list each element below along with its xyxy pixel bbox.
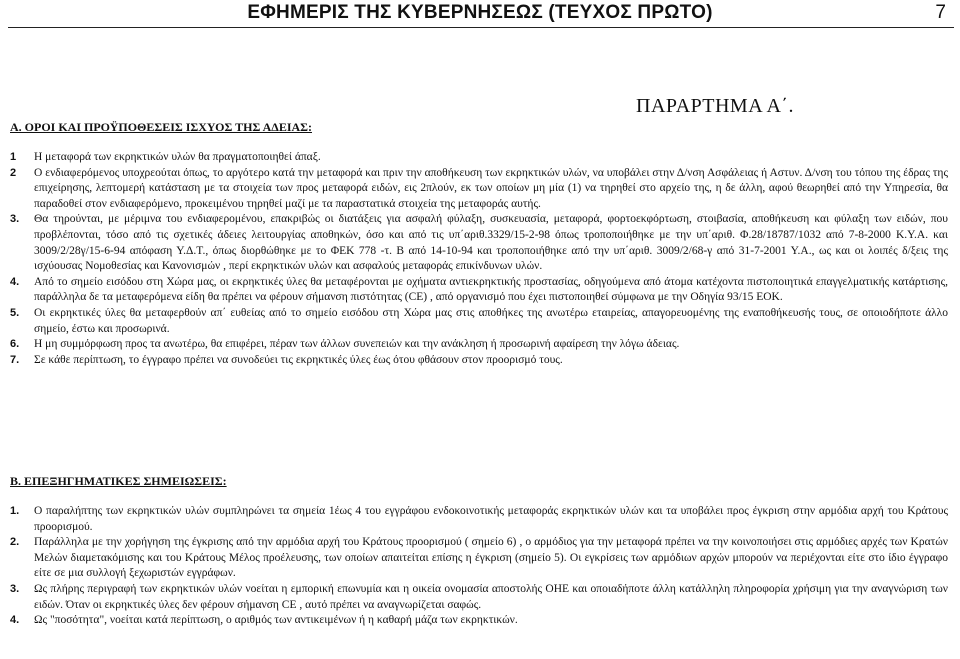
item-number: 7. [10,353,20,366]
section-a-list [10,150,948,368]
item-number: 1 [10,151,17,163]
item-number: 2. [10,536,20,549]
item-text: Θα τηρούνται, με μέριμνα του ενδιαφερομένου, επακριβώς οι διατάξεις για ασφαλή φύλαξη, συσκευασία, μεταφορά, φορτοεκφόρτωση, στοιβασία, αποθήκευση και φύλαξη των ειδών, που προβλέπονται, τόσο από τις σχετικές άδειες λειτουργίας αποθηκών, όσο και από τις υπ΄αριθ.3329/15-2-98 όπως τροποποιήθηκε με την υπ΄αριθ. Φ.28/18787/1032 από 7-8-2000 Κ.Υ.Α. και 3009/2/28γ/15-6-94 απόφαση Υ.Δ.Τ., όπως διορθώθηκε με το ΦΕΚ 778 -τ. Β από 14-10-94 και τροποποιήθηκε από την υπ΄αριθ. 3009/2/68-γ από 31-7-2001 Υ.Α., ως και οι λοιπές δ/ξεις της ισχύουσας Νομοθεσίας και Κανονισμών , περί εκρηκτικών υλών και ασφαλούς μεταφοράς επικίνδυνων υλών. [34,213,948,273]
item-text: Οι εκρηκτικές ύλες θα μεταφερθούν απ΄ ευθείας από το σημείο εισόδου στη Χώρα μας στις αποθήκες της ανωτέρω εταιρείας, απαγορευομένης της εναποθήκευσής τους, σε οποιοδήποτε άλλο σημείο, έστω και προσωρινά. [34,306,948,335]
item-text: Από το σημείο εισόδου στη Χώρα μας, οι εκρηκτικές ύλες θα μεταφέρονται με οχήματα αντιεκρηκτικής προστασίας, οδηγούμενα από άτομα κατέχοντα πιστοποιητικά επαγγελματικής κατάρτισης, παράλληλα δε τα μεταφερόμενα είδη θα πρέπει να φέρουν σήμανση πιστότητας (CE) , από οργανισμό που έχει πιστοποιηθεί σύμφωνα με την Οδηγία 93/15 ΕΟΚ. [34,275,948,304]
item-text: Ως πλήρης περιγραφή των εκρηκτικών υλών νοείται η εμπορική επωνυμία και η οικεία ονομασία αποστολής ΟΗΕ και οποιαδήποτε άλλη κατάλληλη πληροφορία χρήσιμη για την αναγνώριση των ειδών. Όταν οι εκρηκτικές ύλες δεν φέρουν σήμανση CE , αυτό πρέπει να αναγνωρίζεται σαφώς. [34,582,948,611]
item-number: 5. [10,306,20,319]
section-b-list [10,504,948,629]
list-item [10,166,948,213]
item-text: Ο ενδιαφερόμενος υποχρεούται όπως, το αργότερο κατά την μεταφορά και πριν την αποθήκευση των εκρηκτικών υλών, να υποβάλει στην Δ/νση Ασφάλειας ή Αστυν. Δ/νση του τόπου της έδρας της επιχείρησης, λεπτομερή κατάσταση με τα στοιχεία των προς μεταφορά ειδών, εις 2πλούν, εκ των οποίων μη μία (1) να τηρηθεί στο αρχείο της, η δε άλλη, αφού θεωρηθεί από την Υπηρεσία, θα παραδοθεί στον ενδιαφερόμενο, προκειμένου τηρηθεί μαζί με τα παραστατικά στοιχεία της μεταφοράς αυτής. [34,166,948,210]
item-number: 3. [10,213,20,226]
list-item [10,582,948,613]
header-divider [8,27,954,28]
list-item [10,353,948,369]
list-item [10,504,948,535]
annex-title: ΠΑΡΑΡΤΗΜΑ Α΄. [636,95,795,117]
list-item [10,535,948,582]
item-number: 4. [10,275,20,288]
item-text: Παράλληλα με την χορήγηση της έγκρισης από την αρμόδια αρχή του Κράτους προορισμού ( σημείο 6) , ο αρμόδιος για την μεταφορά πρέπει να την κοινοποιήσει στις αρμόδιες αρχές των Κρατών Μελών διαμετακόμισης και του Κράτους Μέλος προέλευσης, των οποίων απαιτείται επίσης η έγκριση (σημείο 5). Οι εγκρίσεις των αρμόδιων αρχών μπορούν να περιέχονται είτε στο ίδιο έγγραφο είτε σε μια συλλογή ξεχωριστών εγγράφων. [34,536,948,580]
gazette-title: ΕΦΗΜΕΡΙΣ ΤΗΣ ΚΥΒΕΡΝΗΣΕΩΣ (ΤΕΥΧΟΣ ΠΡΩΤΟ) [247,2,713,23]
page-header [0,0,960,30]
item-number: 6. [10,338,20,351]
page-number: 7 [935,2,946,23]
item-text: Ως "ποσότητα", νοείται κατά περίπτωση, ο αριθμός των αντικειμένων ή η καθαρή μάζα των εκρηκτικών. [34,614,518,627]
list-item [10,150,948,166]
item-number: 4. [10,614,20,627]
list-item [10,337,948,353]
item-text: Ο παραλήπτης των εκρηκτικών υλών συμπληρώνει τα σημεία 1έως 4 του εγγράφου ενδοκοινοτικής μεταφοράς εκρηκτικών υλών και τα υποβάλει προς έγκριση στην αρμόδια αρχή του Κράτους προορισμού. [34,505,948,533]
item-number: 2 [10,166,17,179]
item-number: 1. [10,505,20,517]
section-b-heading: Β. ΕΠΕΞΗΓΗΜΑΤΙΚΕΣ ΣΗΜΕΙΩΣΕΙΣ: [10,474,227,488]
item-text: Η μη συμμόρφωση προς τα ανωτέρω, θα επιφέρει, πέραν των άλλων συνεπειών και την ανάκληση ή προσωρινή αφαίρεση την λόγω άδειας. [34,338,680,351]
list-item [10,613,948,629]
list-item [10,306,948,337]
item-text: Σε κάθε περίπτωση, το έγγραφο πρέπει να συνοδεύει τις εκρηκτικές ύλες έως ότου φθάσουν στον προορισμό τους. [34,353,563,366]
section-a-heading: Α. ΟΡΟΙ ΚΑΙ ΠΡΟΫΠΟΘΕΣΕΙΣ ΙΣΧΥΟΣ ΤΗΣ ΑΔΕΙΑΣ: [10,120,312,134]
list-item [10,275,948,306]
item-number: 3. [10,582,20,595]
item-text: Η μεταφορά των εκρηκτικών υλών θα πραγματοποιηθεί άπαξ. [34,151,321,163]
list-item [10,212,948,274]
